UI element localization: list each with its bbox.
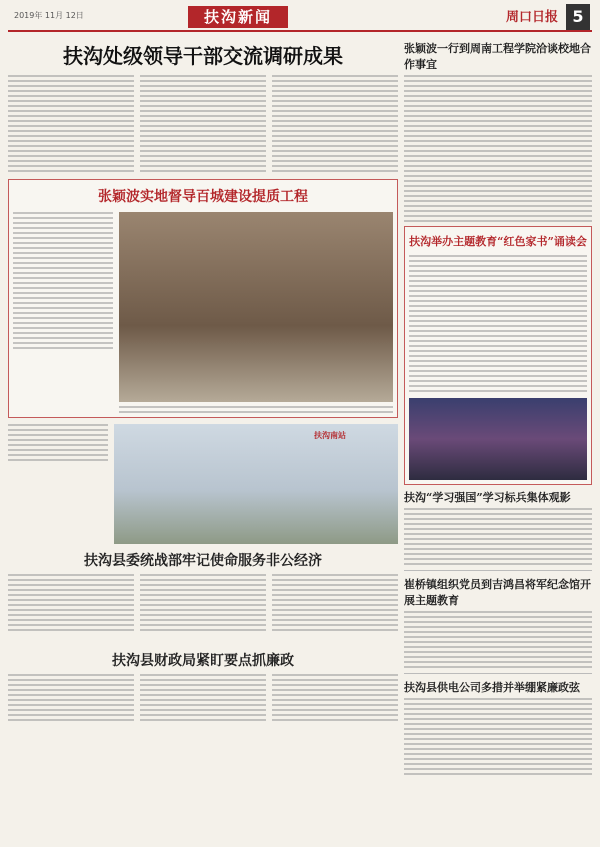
- station-sign: 扶沟南站: [314, 431, 346, 440]
- lead-article-body: [8, 75, 398, 175]
- reading-event-photo: [409, 398, 587, 480]
- article-body-united-front: [8, 574, 398, 644]
- paper-logo: 周口日报: [505, 10, 558, 25]
- article-body-cooperation: [404, 75, 592, 222]
- article-body-study: [404, 508, 592, 565]
- right-column: [404, 36, 592, 775]
- article-headline-power: 扶沟县供电公司多措并举绷紧廉政弦: [404, 681, 580, 694]
- reading-headline: 扶沟举办主题教育“红色家书”诵读会: [409, 235, 587, 248]
- article-headline-cuiqiao: 崔桥镇组织党员到吉鸿昌将军纪念馆开展主题教育: [404, 578, 591, 607]
- feature-headline: 张颖波实地督导百城建设提质工程: [98, 189, 308, 205]
- issue-date: 2019年 11月 12日: [14, 11, 84, 20]
- masthead: [8, 4, 592, 32]
- article-body-cuiqiao: [404, 611, 592, 668]
- article-headline-finance: 扶沟县财政局紧盯要点抓廉政: [112, 653, 294, 669]
- article-headline-cooperation: 张颖波一行到周南工程学院洽谈校地合作事宜: [404, 42, 591, 71]
- inspection-photo: [119, 212, 393, 402]
- reading-box: [404, 226, 592, 485]
- page-number: 5: [566, 4, 590, 30]
- edition-banner: 扶沟新闻: [188, 6, 288, 28]
- lead-headline: 扶沟处级领导干部交流调研成果: [63, 44, 343, 68]
- article-headline-study: 扶沟“学习强国”学习标兵集体观影: [404, 491, 571, 504]
- article-headline-united-front: 扶沟县委统战部牢记使命服务非公经济: [84, 553, 322, 569]
- article-body-power: [404, 698, 592, 775]
- article-body-finance: [8, 674, 398, 734]
- feature-box: [8, 179, 398, 418]
- station-photo: [114, 424, 398, 544]
- left-column: [8, 36, 398, 734]
